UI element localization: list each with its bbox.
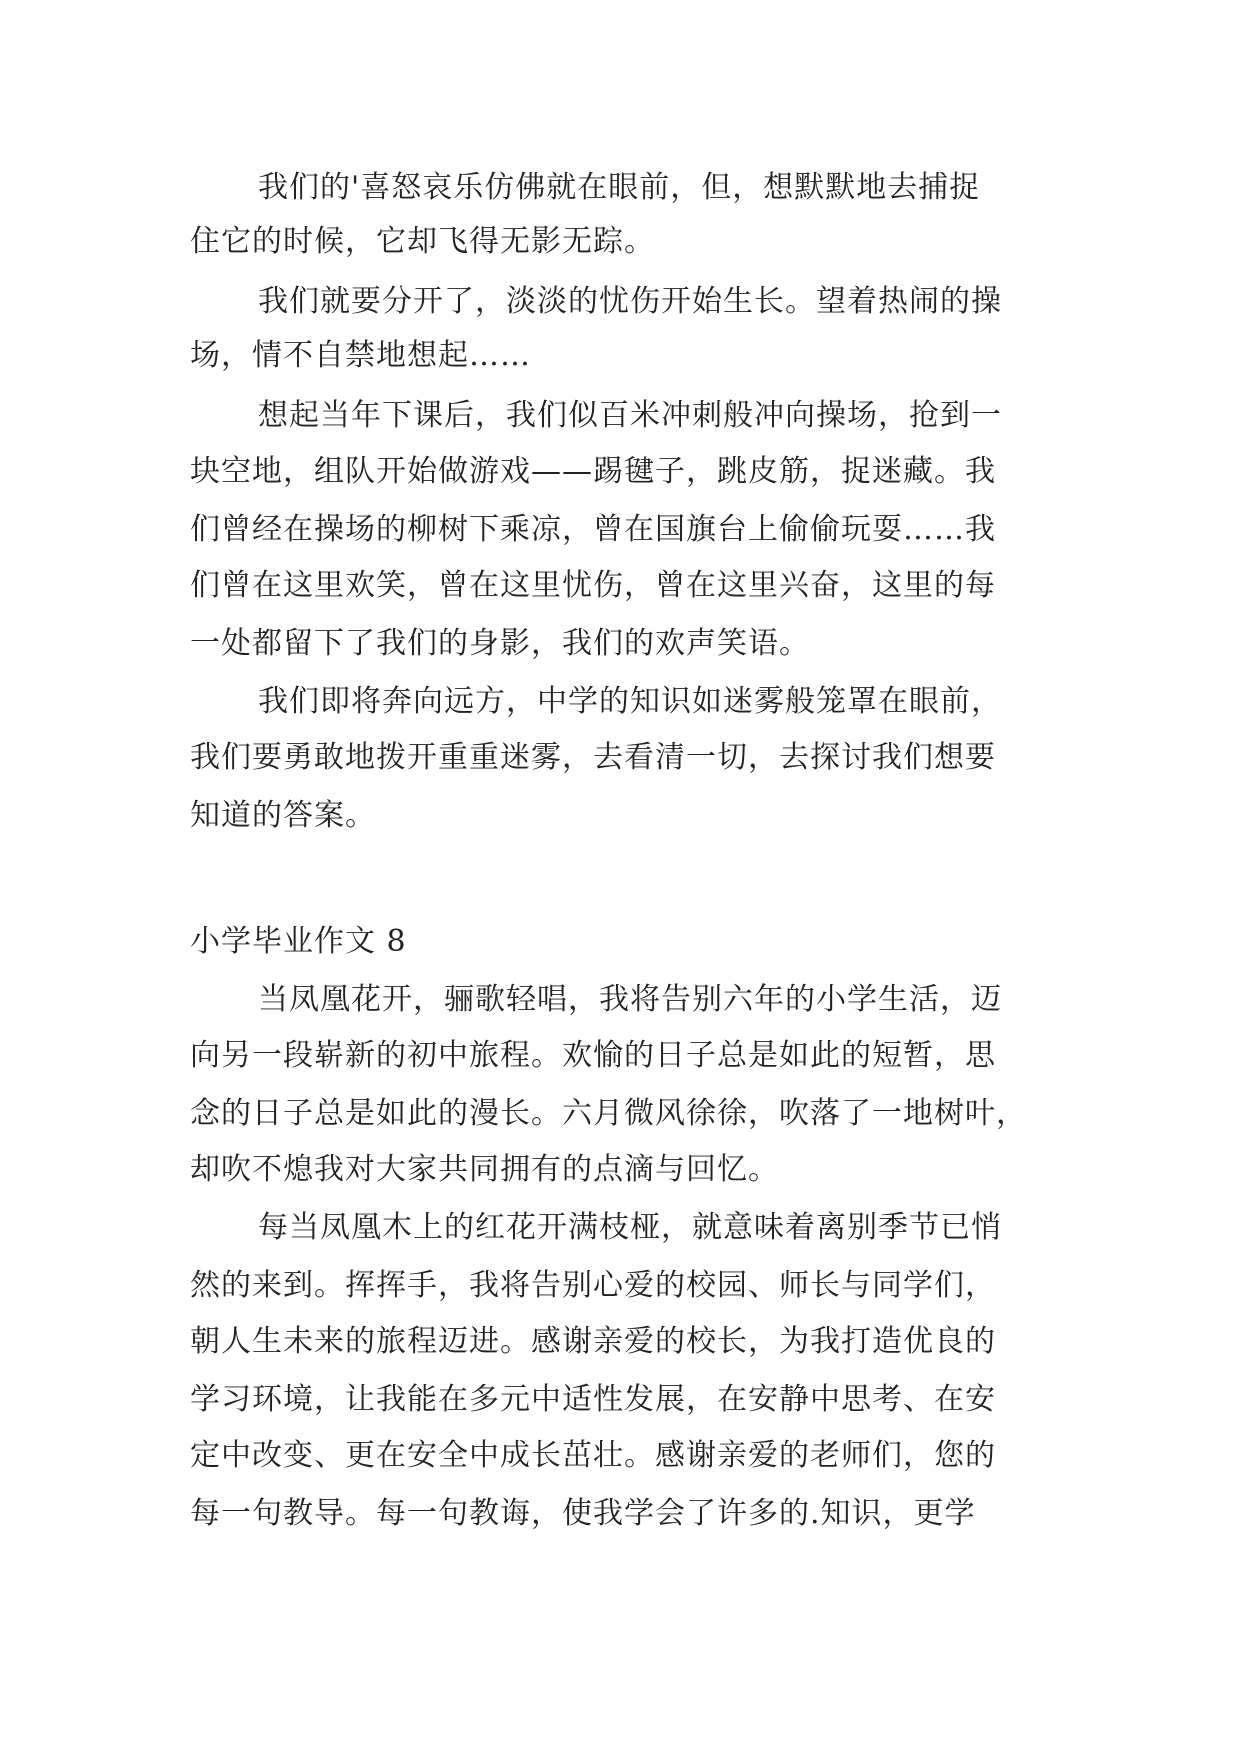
section-paragraph-1-line-3: 念的日子总是如此的漫长。六月微风徐徐，吹落了一地树叶，	[190, 1096, 1027, 1131]
paragraph-3-line-2: 块空地，组队开始做游戏——踢毽子，跳皮筋，捉迷藏。我	[190, 454, 996, 489]
paragraph-1-line-2: 住它的时候，它却飞得无影无踪。	[190, 224, 655, 259]
paragraph-4-line-1: 我们即将奔向远方，中学的知识如迷雾般笼罩在眼前，	[258, 684, 1002, 719]
section-title: 小学毕业作文 8	[190, 924, 407, 959]
paragraph-4-line-2: 我们要勇敢地拨开重重迷雾，去看清一切，去探讨我们想要	[190, 740, 996, 775]
section-paragraph-1-line-1: 当凤凰花开，骊歌轻唱，我将告别六年的小学生活，迈	[258, 982, 1002, 1017]
section-paragraph-2-line-1: 每当凤凰木上的红花开满枝桠，就意味着离别季节已悄	[258, 1210, 1002, 1245]
paragraph-1-line-1: 我们的'喜怒哀乐仿佛就在眼前，但，想默默地去捕捉	[258, 170, 981, 205]
section-paragraph-2-line-4: 学习环境，让我能在多元中适性发展，在安静中思考、在安	[190, 1382, 996, 1417]
section-paragraph-1-line-2: 向另一段崭新的初中旅程。欢愉的日子总是如此的短暂，思	[190, 1038, 996, 1073]
paragraph-2-line-2: 场，情不自禁地想起……	[190, 338, 531, 373]
paragraph-3-line-1: 想起当年下课后，我们似百米冲刺般冲向操场，抢到一	[258, 398, 1002, 433]
paragraph-4-line-3: 知道的答案。	[190, 798, 376, 833]
section-paragraph-2-line-3: 朝人生未来的旅程迈进。感谢亲爱的校长，为我打造优良的	[190, 1324, 996, 1359]
paragraph-3-line-5: 一处都留下了我们的身影，我们的欢声笑语。	[190, 626, 810, 661]
paragraph-3-line-3: 们曾经在操场的柳树下乘凉，曾在国旗台上偷偷玩耍……我	[190, 512, 996, 547]
section-paragraph-2-line-2: 然的来到。挥挥手，我将告别心爱的校园、师长与同学们，	[190, 1268, 996, 1303]
section-paragraph-2-line-6: 每一句教导。每一句教诲，使我学会了许多的.知识，更学	[190, 1496, 976, 1531]
paragraph-2-line-1: 我们就要分开了，淡淡的忧伤开始生长。望着热闹的操	[258, 284, 1002, 319]
section-paragraph-2-line-5: 定中改变、更在安全中成长茁壮。感谢亲爱的老师们，您的	[190, 1438, 996, 1473]
paragraph-3-line-4: 们曾在这里欢笑，曾在这里忧伤，曾在这里兴奋，这里的每	[190, 568, 996, 603]
section-paragraph-1-line-4: 却吹不熄我对大家共同拥有的点滴与回忆。	[190, 1152, 779, 1187]
